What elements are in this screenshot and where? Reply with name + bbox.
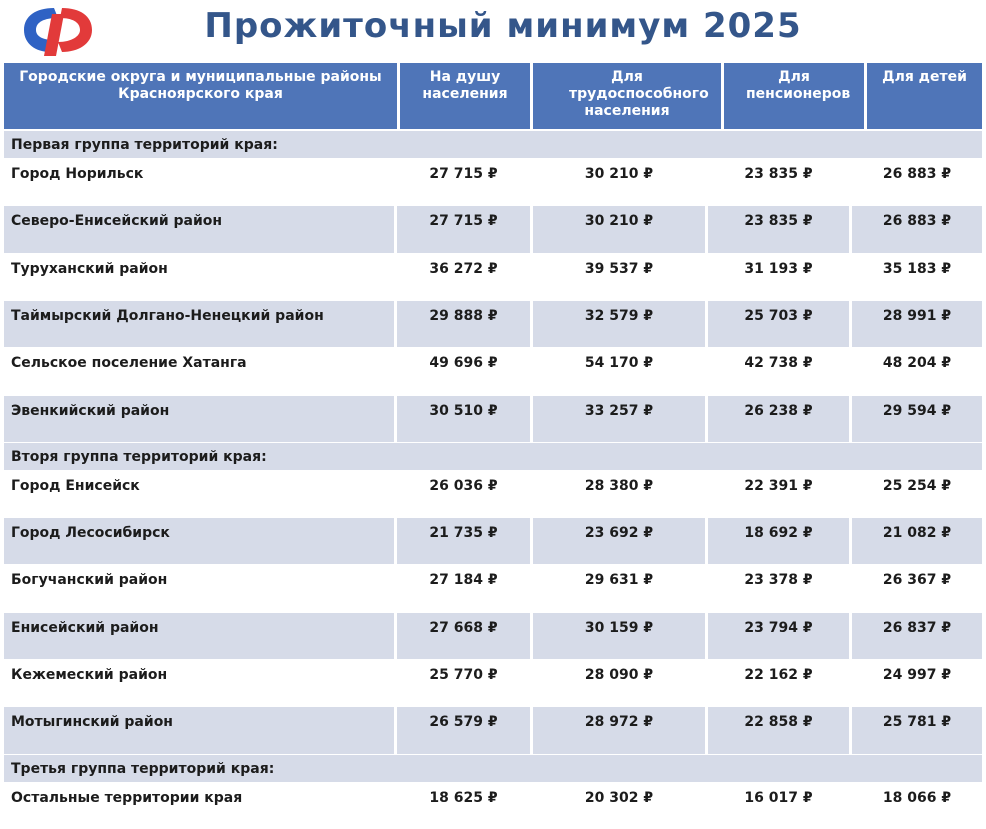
value-cell: 30 210 ₽	[533, 159, 708, 205]
value-cell: 16 017 ₽	[708, 783, 852, 829]
territory-name-cell: Мотыгинский район	[4, 707, 397, 753]
value-cell: 30 510 ₽	[397, 396, 533, 442]
page-title: Прожиточный минимум 2025	[204, 6, 802, 46]
value-cell: 26 883 ₽	[852, 159, 982, 205]
value-cell: 30 159 ₽	[533, 613, 708, 659]
value-cell: 25 781 ₽	[852, 707, 982, 753]
value-cell: 21 735 ₽	[397, 518, 533, 564]
value-cell: 24 997 ₽	[852, 660, 982, 706]
territory-name-cell: Северо-Енисейский район	[4, 206, 397, 252]
group-header-row	[4, 443, 982, 470]
table-row	[4, 707, 982, 753]
territory-name-cell: Сельское поселение Хатанга	[4, 348, 397, 394]
value-cell: 27 668 ₽	[397, 613, 533, 659]
value-cell: 54 170 ₽	[533, 348, 708, 394]
value-cell: 26 579 ₽	[397, 707, 533, 753]
value-cell: 28 380 ₽	[533, 471, 708, 517]
territory-name-cell: Остальные территории края	[4, 783, 397, 829]
value-cell: 25 703 ₽	[708, 301, 852, 347]
table-row	[4, 206, 982, 252]
value-cell: 23 692 ₽	[533, 518, 708, 564]
value-cell: 31 193 ₽	[708, 254, 852, 300]
territory-name-cell: Таймырский Долгано-Ненецкий район	[4, 301, 397, 347]
value-cell: 42 738 ₽	[708, 348, 852, 394]
table-header	[4, 63, 982, 129]
value-cell: 29 631 ₽	[533, 565, 708, 611]
table-row	[4, 396, 982, 442]
column-header-per-capita: На душу населения	[400, 63, 530, 129]
territory-name-cell: Богучанский район	[4, 565, 397, 611]
territory-name-cell: Енисейский район	[4, 613, 397, 659]
value-cell: 26 367 ₽	[852, 565, 982, 611]
territory-name-cell: Город Енисейск	[4, 471, 397, 517]
value-cell: 26 036 ₽	[397, 471, 533, 517]
value-cell: 20 302 ₽	[533, 783, 708, 829]
value-cell: 26 837 ₽	[852, 613, 982, 659]
value-cell: 23 835 ₽	[708, 159, 852, 205]
group-header-row	[4, 131, 982, 158]
value-cell: 39 537 ₽	[533, 254, 708, 300]
value-cell: 29 888 ₽	[397, 301, 533, 347]
value-cell: 32 579 ₽	[533, 301, 708, 347]
value-cell: 33 257 ₽	[533, 396, 708, 442]
value-cell: 18 625 ₽	[397, 783, 533, 829]
column-header-working-age: Для трудоспособного населения	[533, 63, 721, 129]
value-cell: 28 090 ₽	[533, 660, 708, 706]
value-cell: 27 184 ₽	[397, 565, 533, 611]
table-row	[4, 301, 982, 347]
value-cell: 23 794 ₽	[708, 613, 852, 659]
table-row	[4, 518, 982, 564]
value-cell: 28 991 ₽	[852, 301, 982, 347]
value-cell: 25 254 ₽	[852, 471, 982, 517]
value-cell: 26 883 ₽	[852, 206, 982, 252]
table-row	[4, 783, 982, 829]
value-cell: 28 972 ₽	[533, 707, 708, 753]
value-cell: 27 715 ₽	[397, 159, 533, 205]
territory-name-cell: Эвенкийский район	[4, 396, 397, 442]
value-cell: 22 391 ₽	[708, 471, 852, 517]
group-label: Третья группа территорий края:	[11, 760, 275, 777]
value-cell: 18 692 ₽	[708, 518, 852, 564]
column-header-territory: Городские округа и муниципальные районы Красноярского края	[4, 63, 397, 129]
value-cell: 30 210 ₽	[533, 206, 708, 252]
value-cell: 49 696 ₽	[397, 348, 533, 394]
value-cell: 22 858 ₽	[708, 707, 852, 753]
table-row	[4, 613, 982, 659]
value-cell: 26 238 ₽	[708, 396, 852, 442]
territory-name-cell: Город Норильск	[4, 159, 397, 205]
value-cell: 23 835 ₽	[708, 206, 852, 252]
group-label: Вторя группа территорий края:	[11, 448, 267, 465]
value-cell: 35 183 ₽	[852, 254, 982, 300]
territory-name-cell: Город Лесосибирск	[4, 518, 397, 564]
column-header-pensioners: Для пенсионеров	[724, 63, 864, 129]
value-cell: 18 066 ₽	[852, 783, 982, 829]
table-row	[4, 471, 982, 517]
table-row	[4, 348, 982, 394]
table-row	[4, 565, 982, 611]
value-cell: 22 162 ₽	[708, 660, 852, 706]
territory-name-cell: Туруханский район	[4, 254, 397, 300]
table-row	[4, 254, 982, 300]
table-row	[4, 159, 982, 205]
value-cell: 29 594 ₽	[852, 396, 982, 442]
column-header-children: Для детей	[867, 63, 982, 129]
value-cell: 48 204 ₽	[852, 348, 982, 394]
value-cell: 36 272 ₽	[397, 254, 533, 300]
value-cell: 27 715 ₽	[397, 206, 533, 252]
value-cell: 21 082 ₽	[852, 518, 982, 564]
value-cell: 25 770 ₽	[397, 660, 533, 706]
group-label: Первая группа территорий края:	[11, 137, 278, 153]
table-row	[4, 660, 982, 706]
value-cell: 23 378 ₽	[708, 565, 852, 611]
group-header-row	[4, 755, 982, 782]
territory-name-cell: Кежемеский район	[4, 660, 397, 706]
